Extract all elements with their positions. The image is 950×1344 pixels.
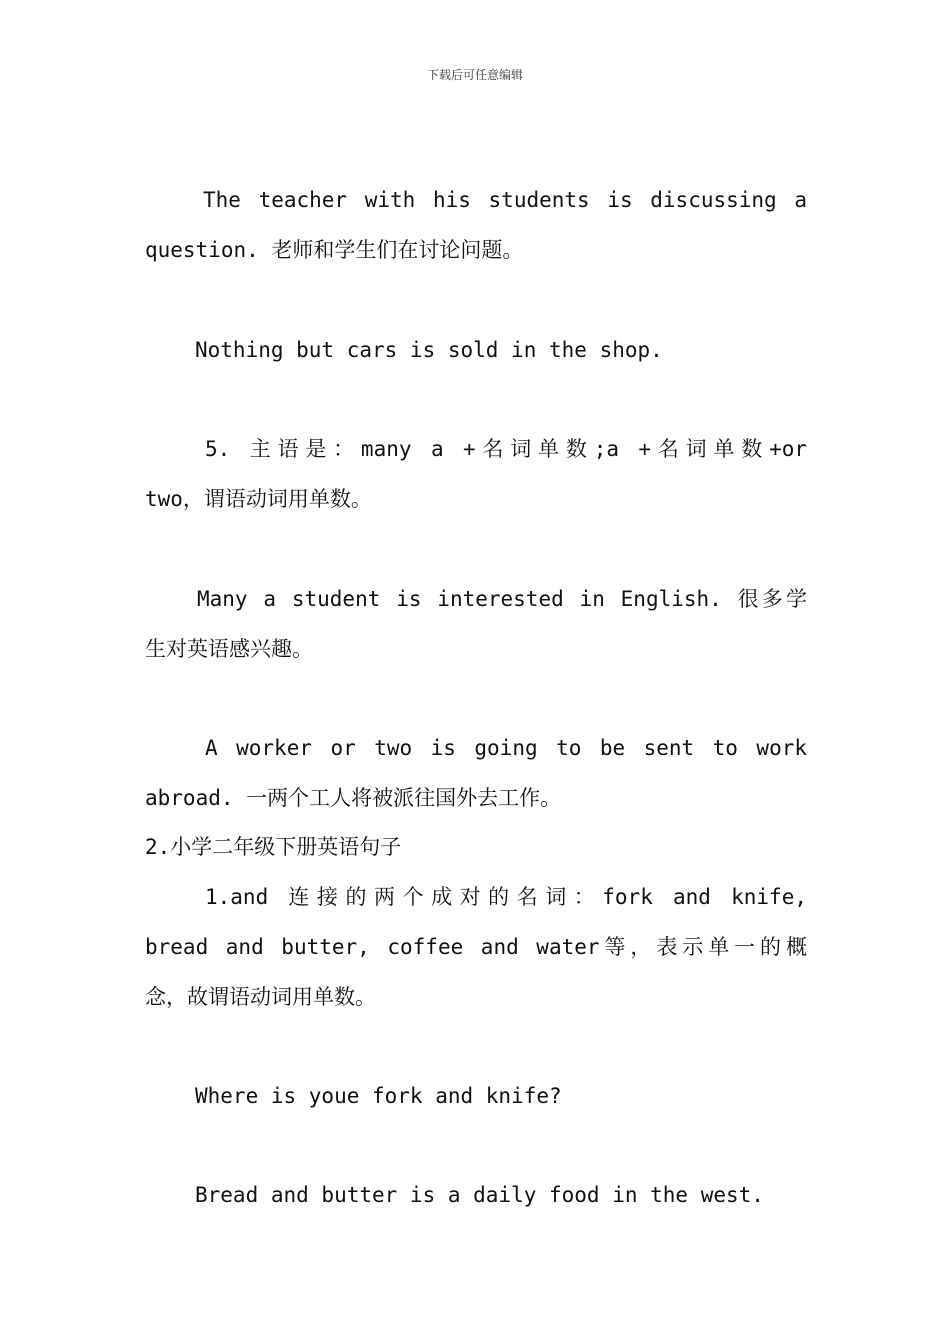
paragraph-line: two，谓语动词用单数。 [145,487,372,511]
section-heading: 2.小学二年级下册英语句子 [145,835,402,859]
paragraph-line: question. 老师和学生们在讨论问题。 [145,238,524,262]
paragraph-line: abroad. 一两个工人将被派往国外去工作。 [145,786,562,810]
paragraph-line: 生对英语感兴趣。 [145,637,313,661]
paragraph-line: The teacher with his students is discussing a [203,188,807,212]
page-header: 下载后可任意编辑 [426,68,523,82]
paragraph-line: Bread and butter is a daily food in the west. [195,1183,764,1207]
paragraph-line: Many a student is interested in English. 很多学 [197,587,807,611]
paragraph-line: 念，故谓语动词用单数。 [145,985,376,1009]
paragraph-line: A worker or two is going to be sent to work [205,736,807,760]
paragraph-line: Where is youe fork and knife? [195,1084,562,1108]
paragraph-line: 1.and 连接的两个成对的名词：fork and knife, [205,885,807,909]
paragraph-line: bread and butter, coffee and water等，表示单一的概 [145,935,807,959]
paragraph-line: 5. 主语是：many a +名词单数;a +名词单数+or [205,437,807,461]
paragraph-line: Nothing but cars is sold in the shop. [195,338,663,362]
